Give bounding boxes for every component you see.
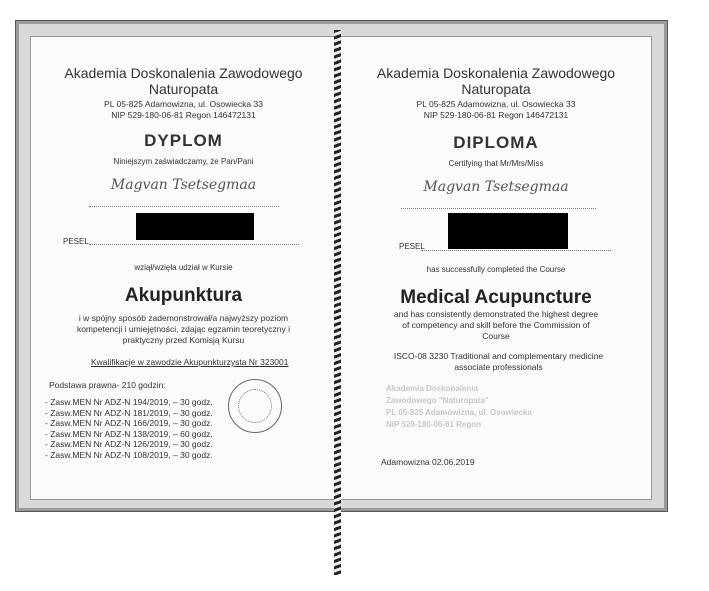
- competency-paragraph: and has consistently demonstrated the highest degree of competency and skill before the Commission of Course: [393, 309, 599, 341]
- faint-line: NIP 529-180-06-81 Regon: [386, 420, 482, 429]
- legal-basis-heading: Podstawa prawna- 210 godzin:: [49, 380, 166, 390]
- org-name-line1: Akademia Doskonalenia Zawodowego: [376, 65, 616, 81]
- ribbon-cord: [334, 30, 341, 575]
- qualification-line: Kwalifikacje w zawodzie Akupunkturzysta Nr 323001: [91, 357, 289, 367]
- faint-stamp-text: [386, 383, 532, 431]
- legal-item: - Zasw.MEN Nr ADZ-N 126/2019, – 30 godz.: [45, 439, 213, 449]
- diploma-title: DIPLOMA: [453, 133, 539, 152]
- org-ids: NIP 529-180-06-81 Regon 146472131: [423, 110, 569, 120]
- faint-line: Akademia Doskonalenia: [386, 384, 479, 393]
- legal-item: - Zasw.MEN Nr ADZ-N 138/2019, – 60 godz.: [45, 428, 213, 439]
- legal-item: - Zasw.MEN Nr ADZ-N 194/2019, – 30 godz.: [45, 397, 213, 407]
- org-name-line1: Akademia Doskonalenia Zawodowego: [64, 65, 303, 81]
- english-diploma-page: [340, 36, 652, 500]
- course-title: Akupunktura: [124, 285, 243, 306]
- name-underline: [401, 207, 596, 209]
- seal-emblem: [238, 389, 272, 423]
- org-name-line2: Naturopata: [461, 81, 531, 97]
- recipient-name: Magvan Tsetsegmaa: [110, 177, 257, 193]
- pesel-underline: [421, 249, 611, 251]
- legal-item: - Zasw.MEN Nr ADZ-N 181/2019, – 30 godz.: [45, 407, 213, 418]
- official-seal: [228, 379, 282, 433]
- course-title: Medical Acupuncture: [400, 287, 592, 308]
- redacted-box: [448, 213, 568, 249]
- legal-item: - Zasw.MEN Nr ADZ-N 166/2019, – 30 godz.: [45, 418, 213, 428]
- legal-basis-list: [45, 397, 213, 460]
- isco-classification: ISCO-08 3230 Traditional and complementary medicine associate professionals: [393, 351, 604, 372]
- pesel-underline: [89, 243, 299, 245]
- name-underline: [89, 205, 279, 207]
- org-address: PL 05-825 Adamowizna, ul. Osowiecka 33: [416, 99, 576, 109]
- pesel-label: PESEL: [63, 237, 89, 246]
- completed-text: has successfully completed the Course: [426, 265, 566, 274]
- org-name-line2: Naturopata: [148, 81, 219, 97]
- legal-item: - Zasw.MEN Nr ADZ-N 108/2019, – 30 godz.: [45, 449, 213, 460]
- org-address: PL 05-825 Adamowizna, ul. Osowiecka 33: [104, 99, 263, 109]
- recipient-name: Magvan Tsetsegmaa: [423, 179, 569, 195]
- pesel-label: PESEL: [399, 242, 425, 251]
- faint-line: PL 05-825 Adamowizna, ul. Osowiecka: [386, 408, 532, 417]
- took-part-text: wziął/wzięła udział w Kursie: [134, 263, 233, 272]
- org-ids: NIP 529-180-06-81 Regon 146472131: [111, 110, 256, 120]
- polish-diploma-page: [30, 36, 337, 500]
- certify-text: Niniejszym zaświadczamy, że Pan/Pani: [113, 157, 254, 166]
- certify-text: Certifying that Mr/Mrs/Miss: [448, 159, 544, 168]
- redacted-box: [136, 213, 254, 240]
- diploma-title: DYPLOM: [144, 131, 223, 150]
- competency-paragraph: i w spójny sposób zademonstrował/a najwyższy poziom kompetencji i umiejętności, zdając egzamin teoretyczny i praktyczny przed Komisją Kursu: [76, 313, 291, 345]
- faint-line: Zawodowego "Naturopata": [386, 396, 489, 405]
- issue-date: Adamowizna 02.06.2019: [381, 457, 475, 467]
